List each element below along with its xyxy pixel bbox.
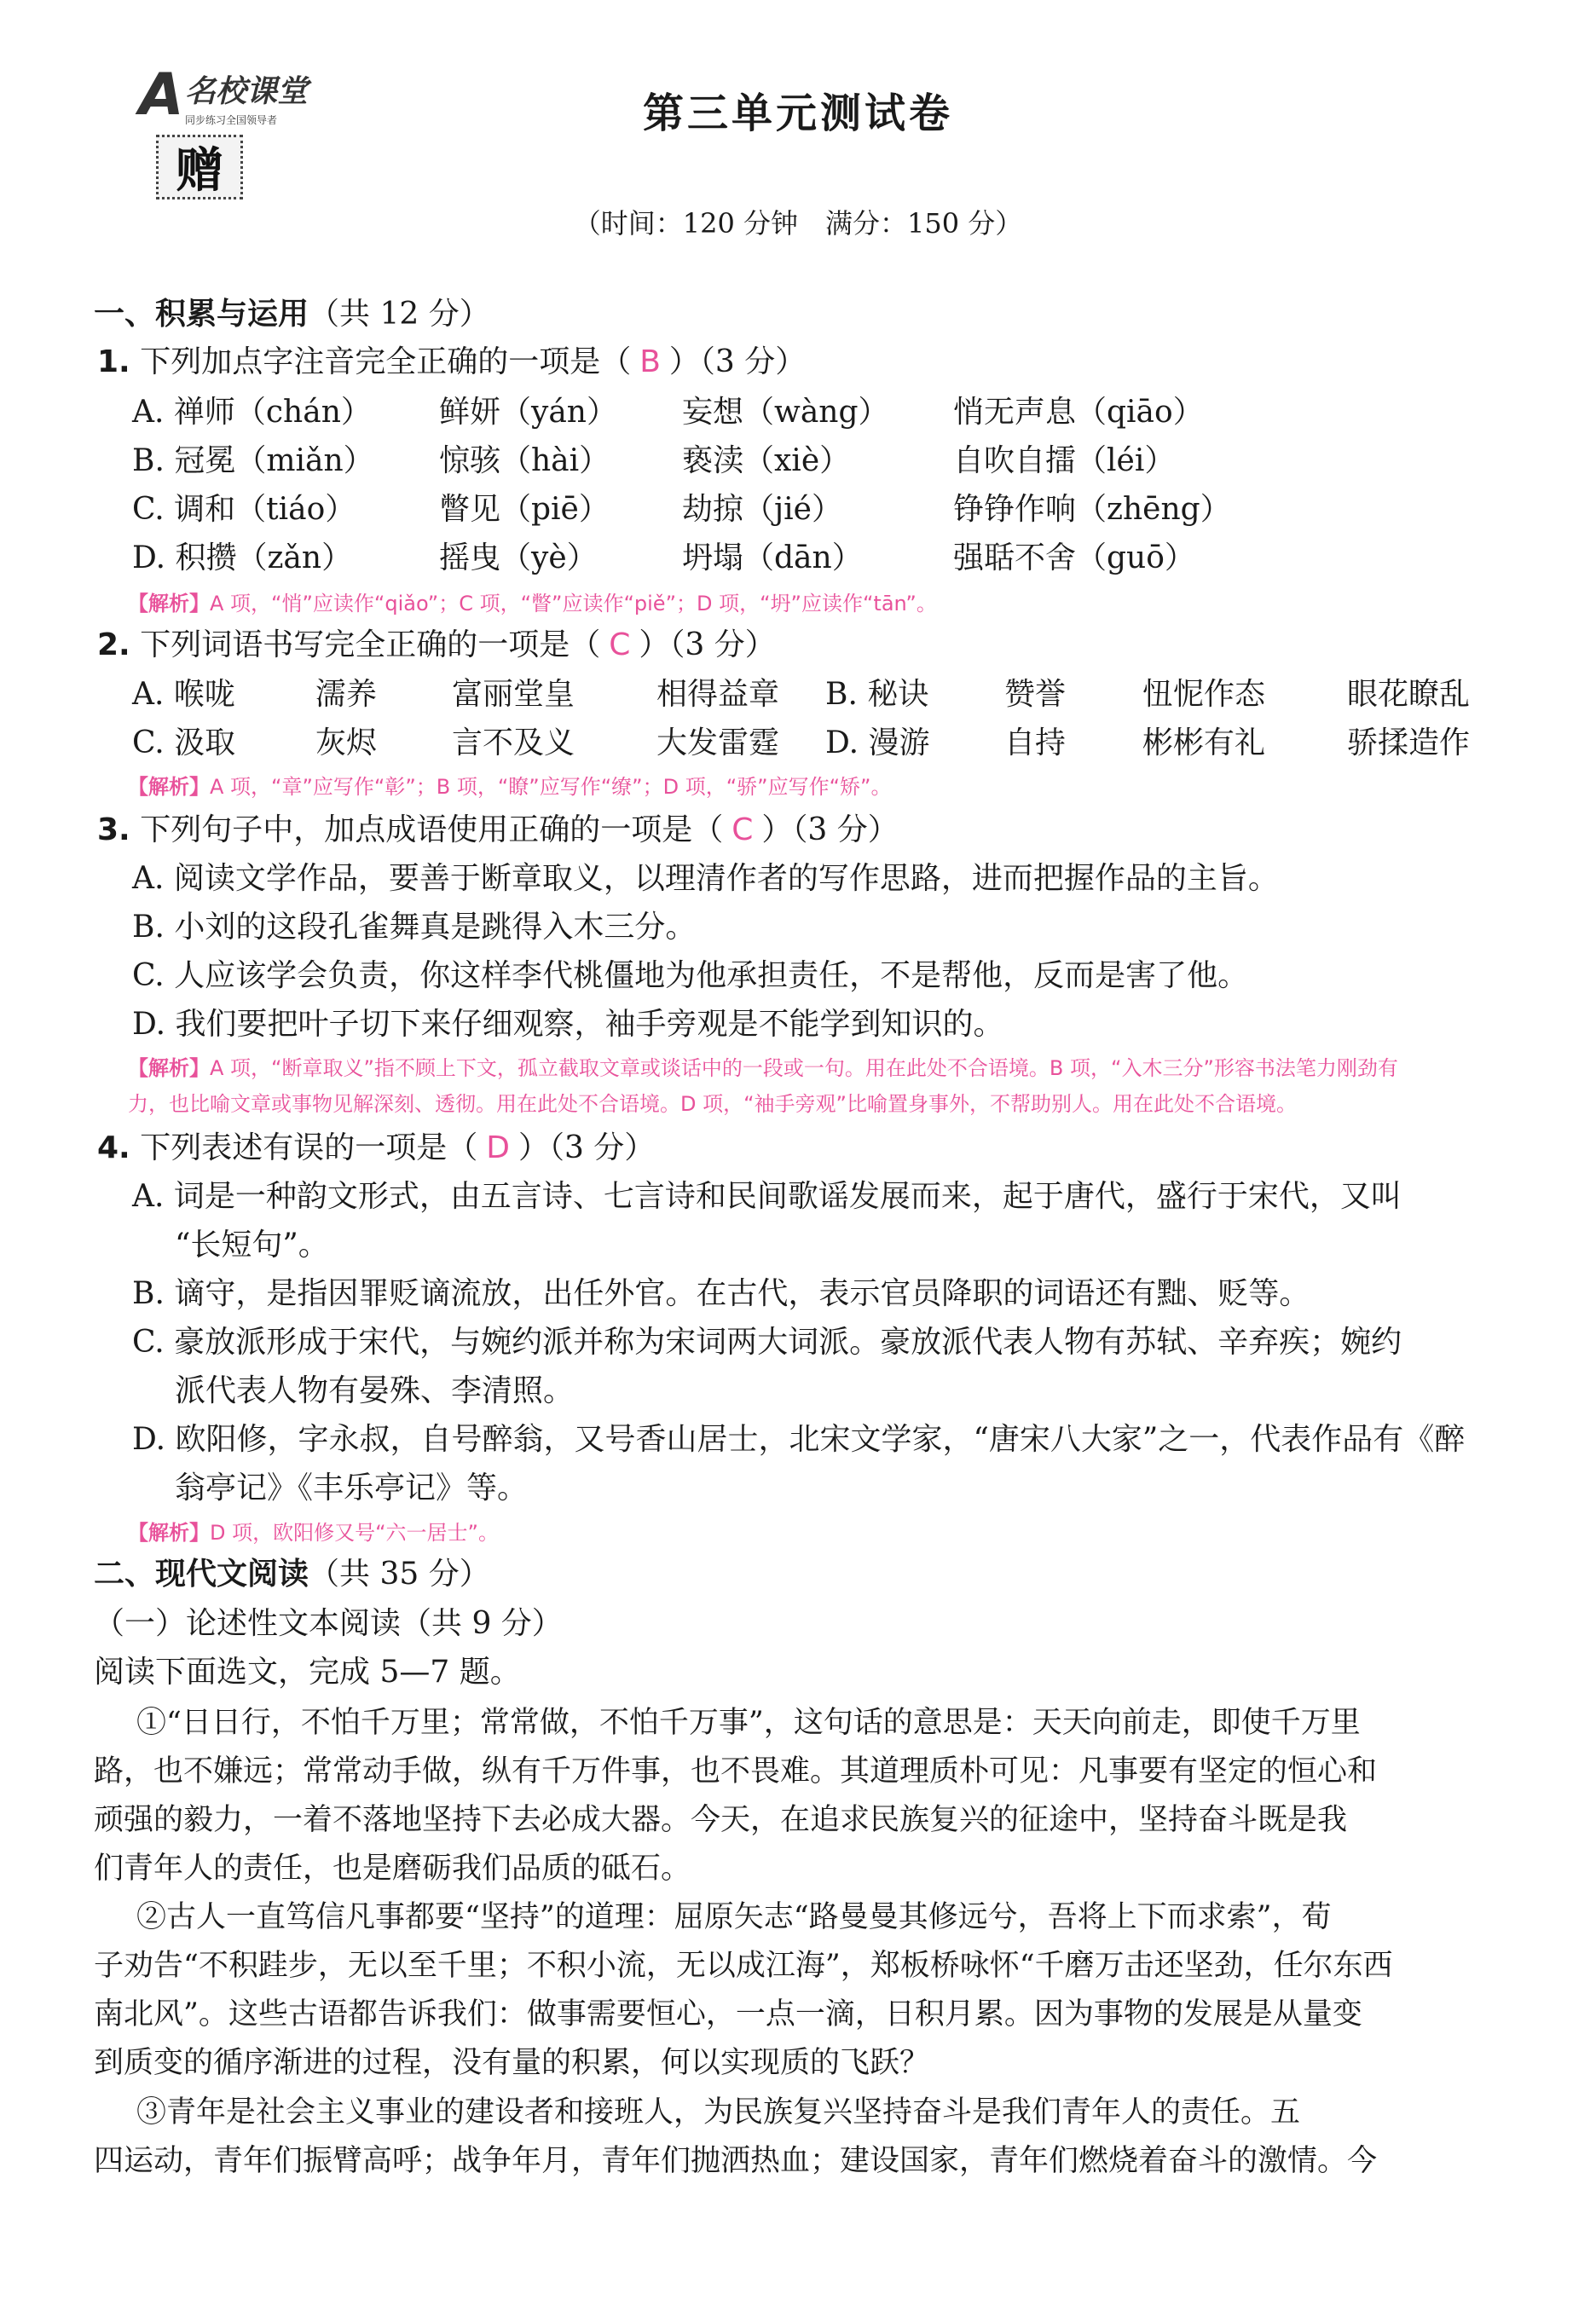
option-cell: 悄无声息（qiāo） [953,395,1204,430]
explanation [128,587,937,616]
logo-subtitle: 同步练习全国领导者 [185,114,278,126]
option-c: C. 豪放派形成于宋代，与婉约派并称为宋词两大词派。豪放派代表人物有苏轼、辛弃疾；婉约 [132,1325,1402,1360]
passage-line: 到质变的循序渐进的过程，没有量的积累，何以实现质的飞跃？ [94,2046,930,2080]
passage-line: ①“日日行，不怕千万里；常常做，不怕千万事”，这句话的意思是：天天向前走，即使千万里 [136,1706,1361,1740]
option-cell: 富丽堂皇 [452,677,575,712]
option-cell: D. 积攒（zǎn） [132,540,353,575]
option-cell: 赞誉 [1004,677,1067,712]
question-number: 3. [97,812,130,847]
section-heading-1 [94,290,490,333]
question-stem: 下列词语书写完全正确的一项是（ [140,627,601,662]
option-cell: 濡养 [315,677,378,712]
question-2 [97,621,776,664]
option-cell: 鲜妍（yán） [439,395,617,430]
passage-line: ③青年是社会主义事业的建设者和接班人，为民族复兴坚持奋斗是我们青年人的责任。五 [136,2095,1301,2130]
option-c: C. 人应该学会负责，你这样李代桃僵地为他承担责任，不是帮他，反而是害了他。 [132,958,1249,993]
explanation-tag: 【解析】 [128,1056,210,1080]
option-b: B. 谪守，是指因罪贬谪流放，出任外官。在古代，表示官员降职的词语还有黜、贬等。 [132,1276,1310,1311]
passage-line: 南北风”。这些古语都告诉我们：做事需要恒心，一点一滴，日积月累。因为事物的发展是从量变 [94,1997,1362,2031]
option-d: D. 我们要把叶子切下来仔细观察，袖手旁观是不能学到知识的。 [132,1007,1004,1042]
question-points: ）（3 分） [761,812,899,847]
answer: C [609,627,631,662]
option-cell: 自持 [1004,725,1067,760]
section-title: 二、现代文阅读 [94,1557,309,1592]
option-a: A. 阅读文学作品，要善于断章取义，以理清作者的写作思路，进而把握作品的主旨。 [132,861,1279,896]
explanation-text: D 项，欧阳修又号“六一居士”。 [210,1521,499,1545]
subsection-points: （共 9 分） [401,1606,563,1641]
passage-line: 顽强的毅力，一着不落地坚持下去必成大器。今天，在追求民族复兴的征途中，坚持奋斗既是我 [94,1803,1348,1837]
option-cell: 眼花瞭乱 [1347,677,1471,712]
option-d: D. 欧阳修，字永叔，自号醉翁，又号香山居士，北宋文学家，“唐宋八大家”之一，代表作品有《醉 [132,1422,1466,1457]
question-3 [97,806,899,849]
answer: D [486,1130,510,1165]
explanation-text: A 项，“断章取义”指不顾上下文，孤立截取文章或谈话中的一段或一句。用在此处不合语境。B 项，“入木三分”形容书法笔力刚劲有 [210,1056,1398,1080]
passage-line: 四运动，青年们振臂高呼；战争年月，青年们抛洒热血；建设国家，青年们燃烧着奋斗的激情。今 [94,2144,1378,2178]
option-c-cont: 派代表人物有晏殊、李清照。 [175,1373,575,1408]
option-cell: 言不及义 [452,725,575,760]
option-cell: A. 喉咙 [132,677,235,712]
question-stem: 下列表述有误的一项是（ [140,1130,478,1165]
question-4 [97,1124,655,1167]
section-points: （共 35 分） [309,1557,490,1592]
question-number: 2. [97,627,130,662]
option-cell: 瞥见（piē） [439,492,610,527]
gift-stamp: 赠 [156,135,243,199]
answer: C [732,812,754,847]
question-points: ）（3 分） [518,1130,656,1165]
question-number: 1. [97,344,130,379]
option-cell: 灰烬 [315,725,378,760]
option-cell: B. 秘诀 [825,677,929,712]
option-cell: A. 禅师（chán） [132,395,372,430]
instruction: 阅读下面选文，完成 5—7 题。 [94,1655,521,1690]
explanation [128,770,891,800]
option-cell: B. 冠冕（miǎn） [132,443,374,478]
explanation-text: A 项，“悄”应读作“qiǎo”；C 项，“瞥”应读作“piě”；D 项，“坍”应读作“tān”。 [210,592,937,615]
time-info: （时间：120 分钟 满分：150 分） [573,207,1023,240]
option-cell: 大发雷霆 [656,725,780,760]
option-cell: 摇曳（yè） [439,540,598,575]
option-a: A. 词是一种韵文形式，由五言诗、七言诗和民间歌谣发展而来，起于唐代，盛行于宋代，又叫 [132,1179,1402,1214]
explanation [128,1051,1398,1081]
logo-letter: A [139,61,184,129]
option-cell: 彬彬有礼 [1142,725,1266,760]
question-points: ）（3 分） [668,344,807,379]
option-cell: 劫掠（jié） [682,492,842,527]
section-heading-2 [94,1550,490,1593]
explanation-text: A 项，“章”应写作“彰”；B 项，“瞭”应写作“缭”；D 项，“骄”应写作“矫”。 [210,775,892,799]
option-d-cont: 翁亭记》《丰乐亭记》等。 [175,1471,529,1505]
explanation-tag: 【解析】 [128,775,210,799]
option-cell: 亵渎（xiè） [682,443,851,478]
page-title: 第三单元测试卷 [642,90,953,137]
subsection-heading [94,1599,563,1643]
explanation-text-cont: 力，也比喻文章或事物见解深刻、透彻。用在此处不合语境。D 项，“袖手旁观”比喻置身事外，不帮助别人。用在此处不合语境。 [128,1092,1297,1116]
option-b: B. 小刘的这段孔雀舞真是跳得入木三分。 [132,910,697,945]
option-cell: 妄想（wàng） [682,395,889,430]
answer: B [639,344,661,379]
option-a-cont: “长短句”。 [175,1228,329,1263]
option-cell: 铮铮作响（zhēng） [953,492,1231,527]
option-cell: 忸怩作态 [1142,677,1266,712]
passage-line: 们青年人的责任，也是磨砺我们品质的砥石。 [94,1852,691,1886]
option-cell: D. 漫游 [825,725,930,760]
option-cell: 惊骇（hài） [439,443,610,478]
explanation [128,1516,499,1546]
explanation-tag: 【解析】 [128,592,210,615]
option-cell: C. 汲取 [132,725,236,760]
logo-name: 名校课堂 [185,74,309,109]
option-cell: 强聒不舍（guō） [953,540,1195,575]
passage-line: 路，也不嫌远；常常动手做，纵有千万件事，也不畏难。其道理质朴可见：凡事要有坚定的恒心和 [94,1754,1378,1789]
option-cell: 相得益章 [656,677,780,712]
question-stem: 下列加点字注音完全正确的一项是（ [140,344,632,379]
question-stem: 下列句子中，加点成语使用正确的一项是（ [140,812,724,847]
option-cell: 自吹自擂（léi） [953,443,1176,478]
option-cell: 坍塌（dān） [682,540,863,575]
section-title: 一、积累与运用 [94,297,309,332]
question-number: 4. [97,1130,130,1165]
passage-line: 子劝告“不积跬步，无以至千里；不积小流，无以成江海”，郑板桥咏怀“千磨万击还坚劲，任尔东西 [94,1949,1393,1983]
passage-line: ②古人一直笃信凡事都要“坚持”的道理：屈原矢志“路曼曼其修远兮，吾将上下而求索”，荀 [136,1900,1332,1934]
question-points: ）（3 分） [639,627,776,662]
section-points: （共 12 分） [309,297,490,332]
explanation-tag: 【解析】 [128,1521,210,1545]
question-1 [97,338,806,381]
option-cell: 骄揉造作 [1347,725,1471,760]
option-cell: C. 调和（tiáo） [132,492,356,527]
subsection-title: （一）论述性文本阅读 [94,1606,402,1641]
